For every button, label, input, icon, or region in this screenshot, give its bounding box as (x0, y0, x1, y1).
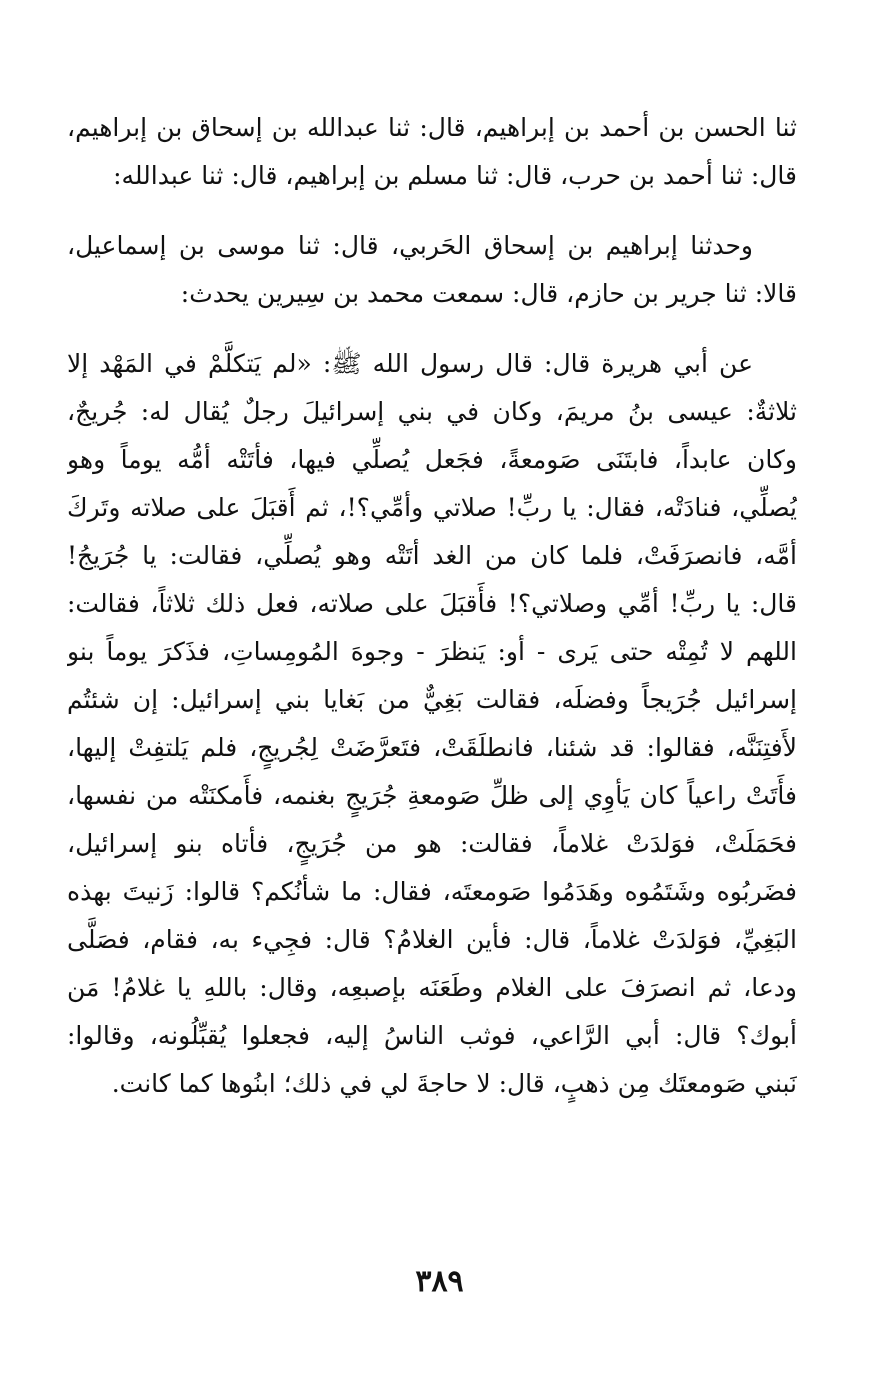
text-line: أمَّه، فانصرَفَتْ، فلما كان من الغد أتَتْه وهو يُصلِّي، فقالت: يا جُرَيجُ! (67, 541, 797, 570)
text-line: قال: يا ربِّ! أمِّي وصلاتي؟! فأَقبَلَ على صلاته، فعل ذلك ثلاثاً، فقالت: (67, 589, 797, 618)
text-line: قال: ثنا أحمد بن حرب، قال: ثنا مسلم بن إبراهيم، قال: ثنا عبدالله: (113, 161, 797, 190)
text-line: البَغِيِّ، فوَلدَتْ غلاماً، قال: فأين الغلامُ؟ قال: فجِيء به، فقام، فصَلَّى (67, 925, 797, 954)
page-number: ٣٨٩ (415, 1264, 464, 1299)
text-line: ثنا الحسن بن أحمد بن إبراهيم، قال: ثنا عبدالله بن إسحاق بن إبراهيم، (67, 113, 797, 142)
text-line: فأَتَتْ راعياً كان يَأوِي إلى ظلِّ صَومعةِ جُرَيجٍ بغنمه، فأَمكنَتْه من نفسها، (67, 781, 797, 810)
text-line: ودعا، ثم انصرَفَ على الغلام وطَعَنَه بإصبعِه، وقال: باللهِ يا غلامُ! مَن (67, 973, 797, 1002)
text-line: لأَفتِنَنَّه، فقالوا: قد شئنا، فانطلَقَتْ، فتَعرَّضَتْ لِجُريجٍ، فلم يَلتفِتْ إليها، (67, 733, 797, 762)
text-line: نَبني صَومعتَك مِن ذهبٍ، قال: لا حاجةَ لي في ذلك؛ ابنُوها كما كانت. (111, 1069, 797, 1098)
text-line: اللهم لا تُمِتْه حتى يَرى - أو: يَنظرَ - وجوهَ المُومِساتِ، فذَكرَ يوماً بنو (67, 637, 797, 666)
text-line: إسرائيل جُرَيجاً وفضلَه، فقالت بَغِيٌّ من بَغايا بني إسرائيل: إن شئتُم (67, 685, 797, 714)
chain-of-narration-paragraph-2 (67, 222, 797, 318)
chain-of-narration-paragraph-1 (67, 104, 797, 200)
text-line: عن أبي هريرة قال: قال رسول الله ﷺ: «لم يَتكلَّمْ في المَهْد إلا (67, 349, 753, 378)
text-line: قالا: ثنا جرير بن حازم، قال: سمعت محمد بن سِيرين يحدث: (180, 279, 797, 308)
text-line: فحَمَلَتْ، فوَلدَتْ غلاماً، فقالت: هو من جُرَيجٍ، فأتاه بنو إسرائيل، (67, 829, 797, 858)
text-line: أبوك؟ قال: أبي الرَّاعي، فوثب الناسُ إليه، فجعلوا يُقبِّلُونه، وقالوا: (67, 1021, 797, 1050)
text-line: وكان عابداً، فابتَنَى صَومعةً، فجَعل يُصلِّي فيها، فأتَتْه أمُّه يوماً وهو (67, 445, 797, 474)
text-line: وحدثنا إبراهيم بن إسحاق الحَربي، قال: ثنا موسى بن إسماعيل، (67, 231, 753, 260)
hadith-text-paragraph (67, 340, 797, 1108)
text-line: يُصلِّي، فنادَتْه، فقال: يا ربِّ! صلاتي وأمِّي؟!، ثم أَقبَلَ على صلاته وتَركَ (67, 493, 797, 522)
text-line: ثلاثةٌ: عيسى بنُ مريمَ، وكان في بني إسرائيلَ رجلٌ يُقال له: جُريجٌ، (67, 397, 797, 426)
text-line: فضَربُوه وشَتَمُوه وهَدَمُوا صَومعتَه، فقال: ما شأنُكم؟ قالوا: زَنيتَ بهذه (67, 877, 797, 906)
